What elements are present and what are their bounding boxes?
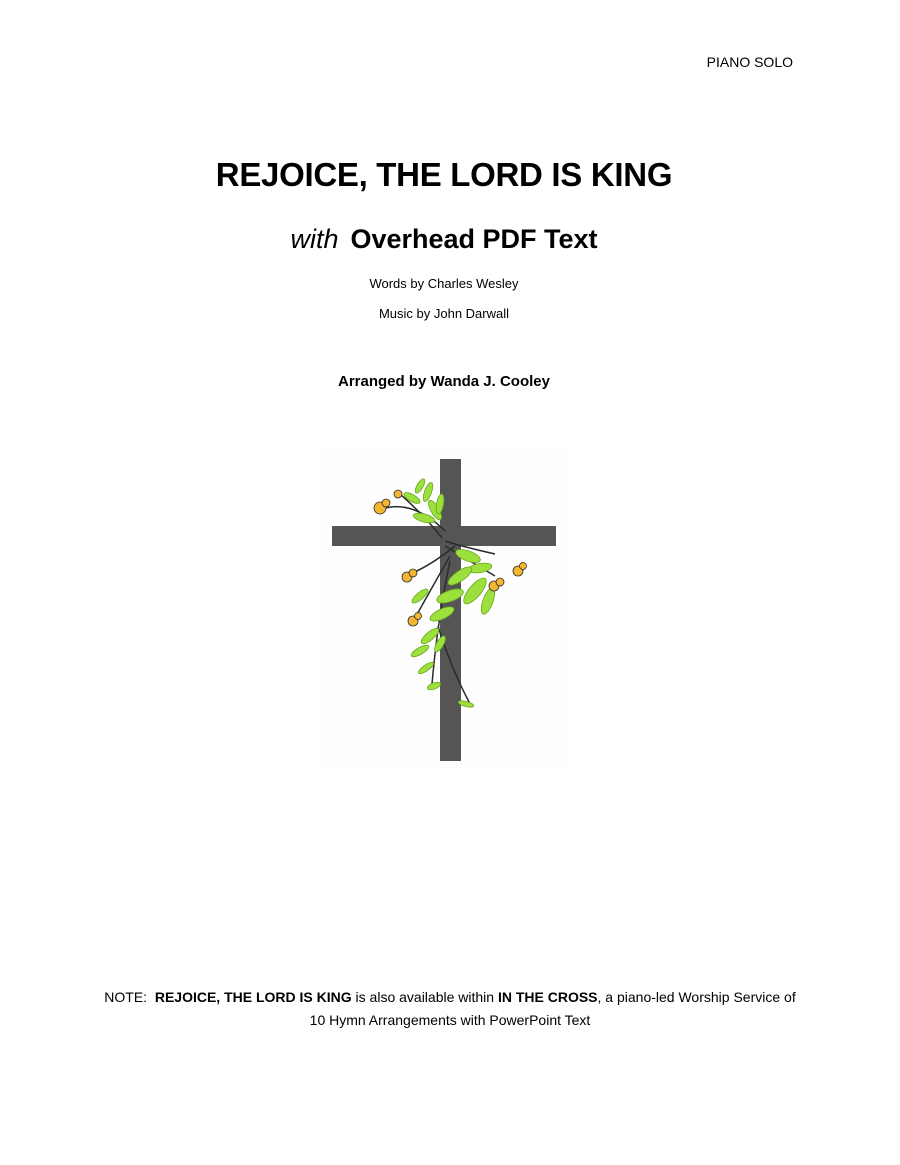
- note-mid: is also available within: [351, 989, 498, 1005]
- song-title: REJOICE, THE LORD IS KING: [215, 156, 673, 193]
- subtitle-main: Overhead PDF Text: [350, 224, 598, 254]
- note-prefix: NOTE:: [104, 989, 155, 1005]
- note-suffix: , a piano-led Worship Service of: [597, 989, 796, 1005]
- subtitle: [0, 224, 888, 255]
- words-credit: Words by Charles Wesley: [369, 276, 519, 291]
- note-collection: IN THE CROSS: [497, 989, 598, 1005]
- availability-note: [60, 986, 840, 1032]
- music-credit: Music by John Darwall: [378, 306, 510, 321]
- note-song-title: REJOICE, THE LORD IS KING: [154, 989, 352, 1005]
- note-line2: 10 Hymn Arrangements with PowerPoint Text: [309, 1012, 591, 1028]
- cross-with-flowers-icon: [320, 446, 568, 772]
- arranger-credit: Arranged by Wanda J. Cooley: [338, 373, 550, 390]
- edition-label: PIANO SOLO: [706, 54, 793, 70]
- subtitle-with: with: [290, 224, 339, 254]
